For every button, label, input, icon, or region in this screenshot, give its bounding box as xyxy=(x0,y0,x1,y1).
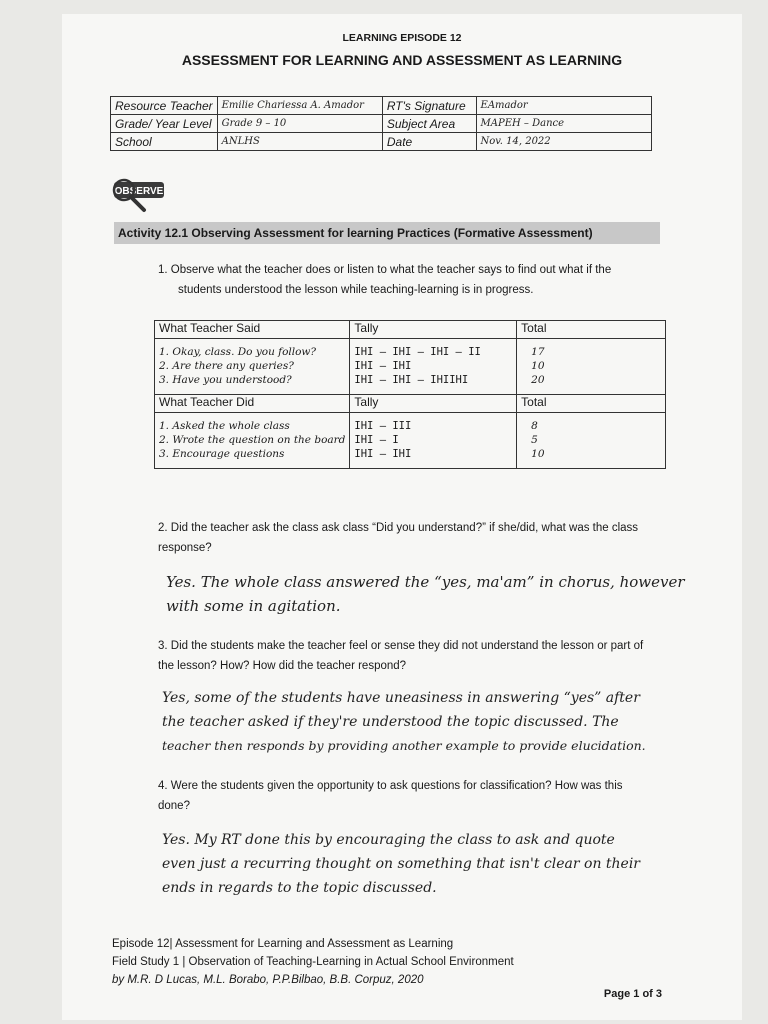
total-header-said: Total xyxy=(517,321,666,339)
question-4-line-1: 4. Were the students given the opportunity to ask questions for classification? How was this xyxy=(158,780,623,792)
footer-line-1: Episode 12| Assessment for Learning and Assessment as Learning xyxy=(112,938,454,950)
date-label: Date xyxy=(382,133,476,151)
said-item-1: 1. Okay, class. Do you follow? xyxy=(159,346,317,358)
question-3-line-1: 3. Did the students make the teacher feel or sense they did not understand the lesson or part of xyxy=(158,640,644,652)
said-total-2: 10 xyxy=(531,360,545,372)
answer-2 xyxy=(166,570,685,618)
said-total-3: 20 xyxy=(531,374,545,386)
question-1 xyxy=(158,260,611,300)
question-2 xyxy=(158,518,638,558)
said-tally-2: IHI – IHI xyxy=(354,360,412,372)
did-tally-2: IHI – I xyxy=(354,434,399,446)
grade-label: Grade/ Year Level xyxy=(111,115,218,133)
episode-label: LEARNING EPISODE 12 xyxy=(342,32,462,44)
answer-2-line-1: Yes. The whole class answered the “yes, ma'am” in chorus, however xyxy=(166,573,685,591)
did-item-1: 1. Asked the whole class xyxy=(159,420,290,432)
question-4 xyxy=(158,776,623,816)
footer-authors: by M.R. D Lucas, M.L. Borabo, P.P.Bilbao, B.B. Corpuz, 2020 xyxy=(112,974,424,986)
did-item-3: 3. Encourage questions xyxy=(159,448,285,460)
document-page xyxy=(62,14,742,1020)
answer-4-line-1: Yes. My RT done this by encouraging the class to ask and quote xyxy=(162,832,615,848)
date-value: Nov. 14, 2022 xyxy=(476,133,651,151)
answer-3 xyxy=(162,686,646,758)
tally-header-said: Tally xyxy=(350,321,517,339)
info-table xyxy=(110,96,652,151)
question-3 xyxy=(158,636,643,676)
question-1-line-2: students understood the lesson while teaching-learning is in progress. xyxy=(178,284,534,296)
question-4-line-2: done? xyxy=(158,800,190,812)
said-tally-1: IHI – IHI – IHI – II xyxy=(354,346,481,358)
question-2-line-2: response? xyxy=(158,542,212,554)
footer-line-2: Field Study 1 | Observation of Teaching-Learning in Actual School Environment xyxy=(112,956,514,968)
answer-3-line-2: the teacher asked if they're understood the topic discussed. The xyxy=(162,714,619,730)
rt-signature-label: RT's Signature xyxy=(382,97,476,115)
answer-4-line-2: even just a recurring thought on something that isn't clear on their xyxy=(162,856,641,872)
page-number: Page 1 of 3 xyxy=(603,988,662,1000)
did-total-3: 10 xyxy=(531,448,545,460)
resource-teacher-value: Emilie Chariessa A. Amador xyxy=(217,97,382,115)
tally-table xyxy=(154,320,666,469)
observe-magnifier-icon xyxy=(110,174,170,214)
answer-3-line-3: teacher then responds by providing another example to provide elucidation. xyxy=(162,738,646,753)
answer-4-line-3: ends in regards to the topic discussed. xyxy=(162,880,437,896)
school-label: School xyxy=(111,133,218,151)
did-tally-1: IHI – III xyxy=(354,420,412,432)
what-teacher-said-header: What Teacher Said xyxy=(155,321,350,339)
question-2-line-1: 2. Did the teacher ask the class ask class “Did you understand?” if she/did, what was the class xyxy=(158,522,639,534)
page-title: ASSESSMENT FOR LEARNING AND ASSESSMENT AS LEARNING xyxy=(181,52,623,68)
rt-signature-value: EAmador xyxy=(476,97,651,115)
grade-value: Grade 9 – 10 xyxy=(217,115,382,133)
school-value: ANLHS xyxy=(217,133,382,151)
said-item-3: 3. Have you understood? xyxy=(159,374,292,386)
footer xyxy=(112,935,514,989)
did-total-1: 8 xyxy=(531,420,538,432)
subject-area-label: Subject Area xyxy=(382,115,476,133)
resource-teacher-label: Resource Teacher xyxy=(111,97,218,115)
did-total-2: 5 xyxy=(531,434,538,446)
question-3-line-2: the lesson? How? How did the teacher respond? xyxy=(158,660,407,672)
tally-header-did: Tally xyxy=(350,395,517,413)
answer-3-line-1: Yes, some of the students have uneasiness in answering “yes” after xyxy=(162,690,640,706)
answer-2-line-2: with some in agitation. xyxy=(166,597,341,615)
said-total-1: 17 xyxy=(531,346,545,358)
subject-area-value: MAPEH – Dance xyxy=(476,115,651,133)
did-item-2: 2. Wrote the question on the board xyxy=(159,434,346,446)
said-tally-3: IHI – IHI – IHIIHI xyxy=(354,374,469,386)
answer-4 xyxy=(162,828,640,900)
observe-badge-text: OBSERVE xyxy=(114,186,164,197)
said-item-2: 2. Are there any queries? xyxy=(159,360,294,372)
did-tally-3: IHI – IHI xyxy=(354,448,412,460)
question-1-line-1: 1. Observe what the teacher does or listen to what the teacher says to find out what if the xyxy=(158,264,612,276)
what-teacher-did-header: What Teacher Did xyxy=(155,395,350,413)
activity-heading: Activity 12.1 Observing Assessment for learning Practices (Formative Assessment) xyxy=(114,222,660,244)
total-header-did: Total xyxy=(517,395,666,413)
